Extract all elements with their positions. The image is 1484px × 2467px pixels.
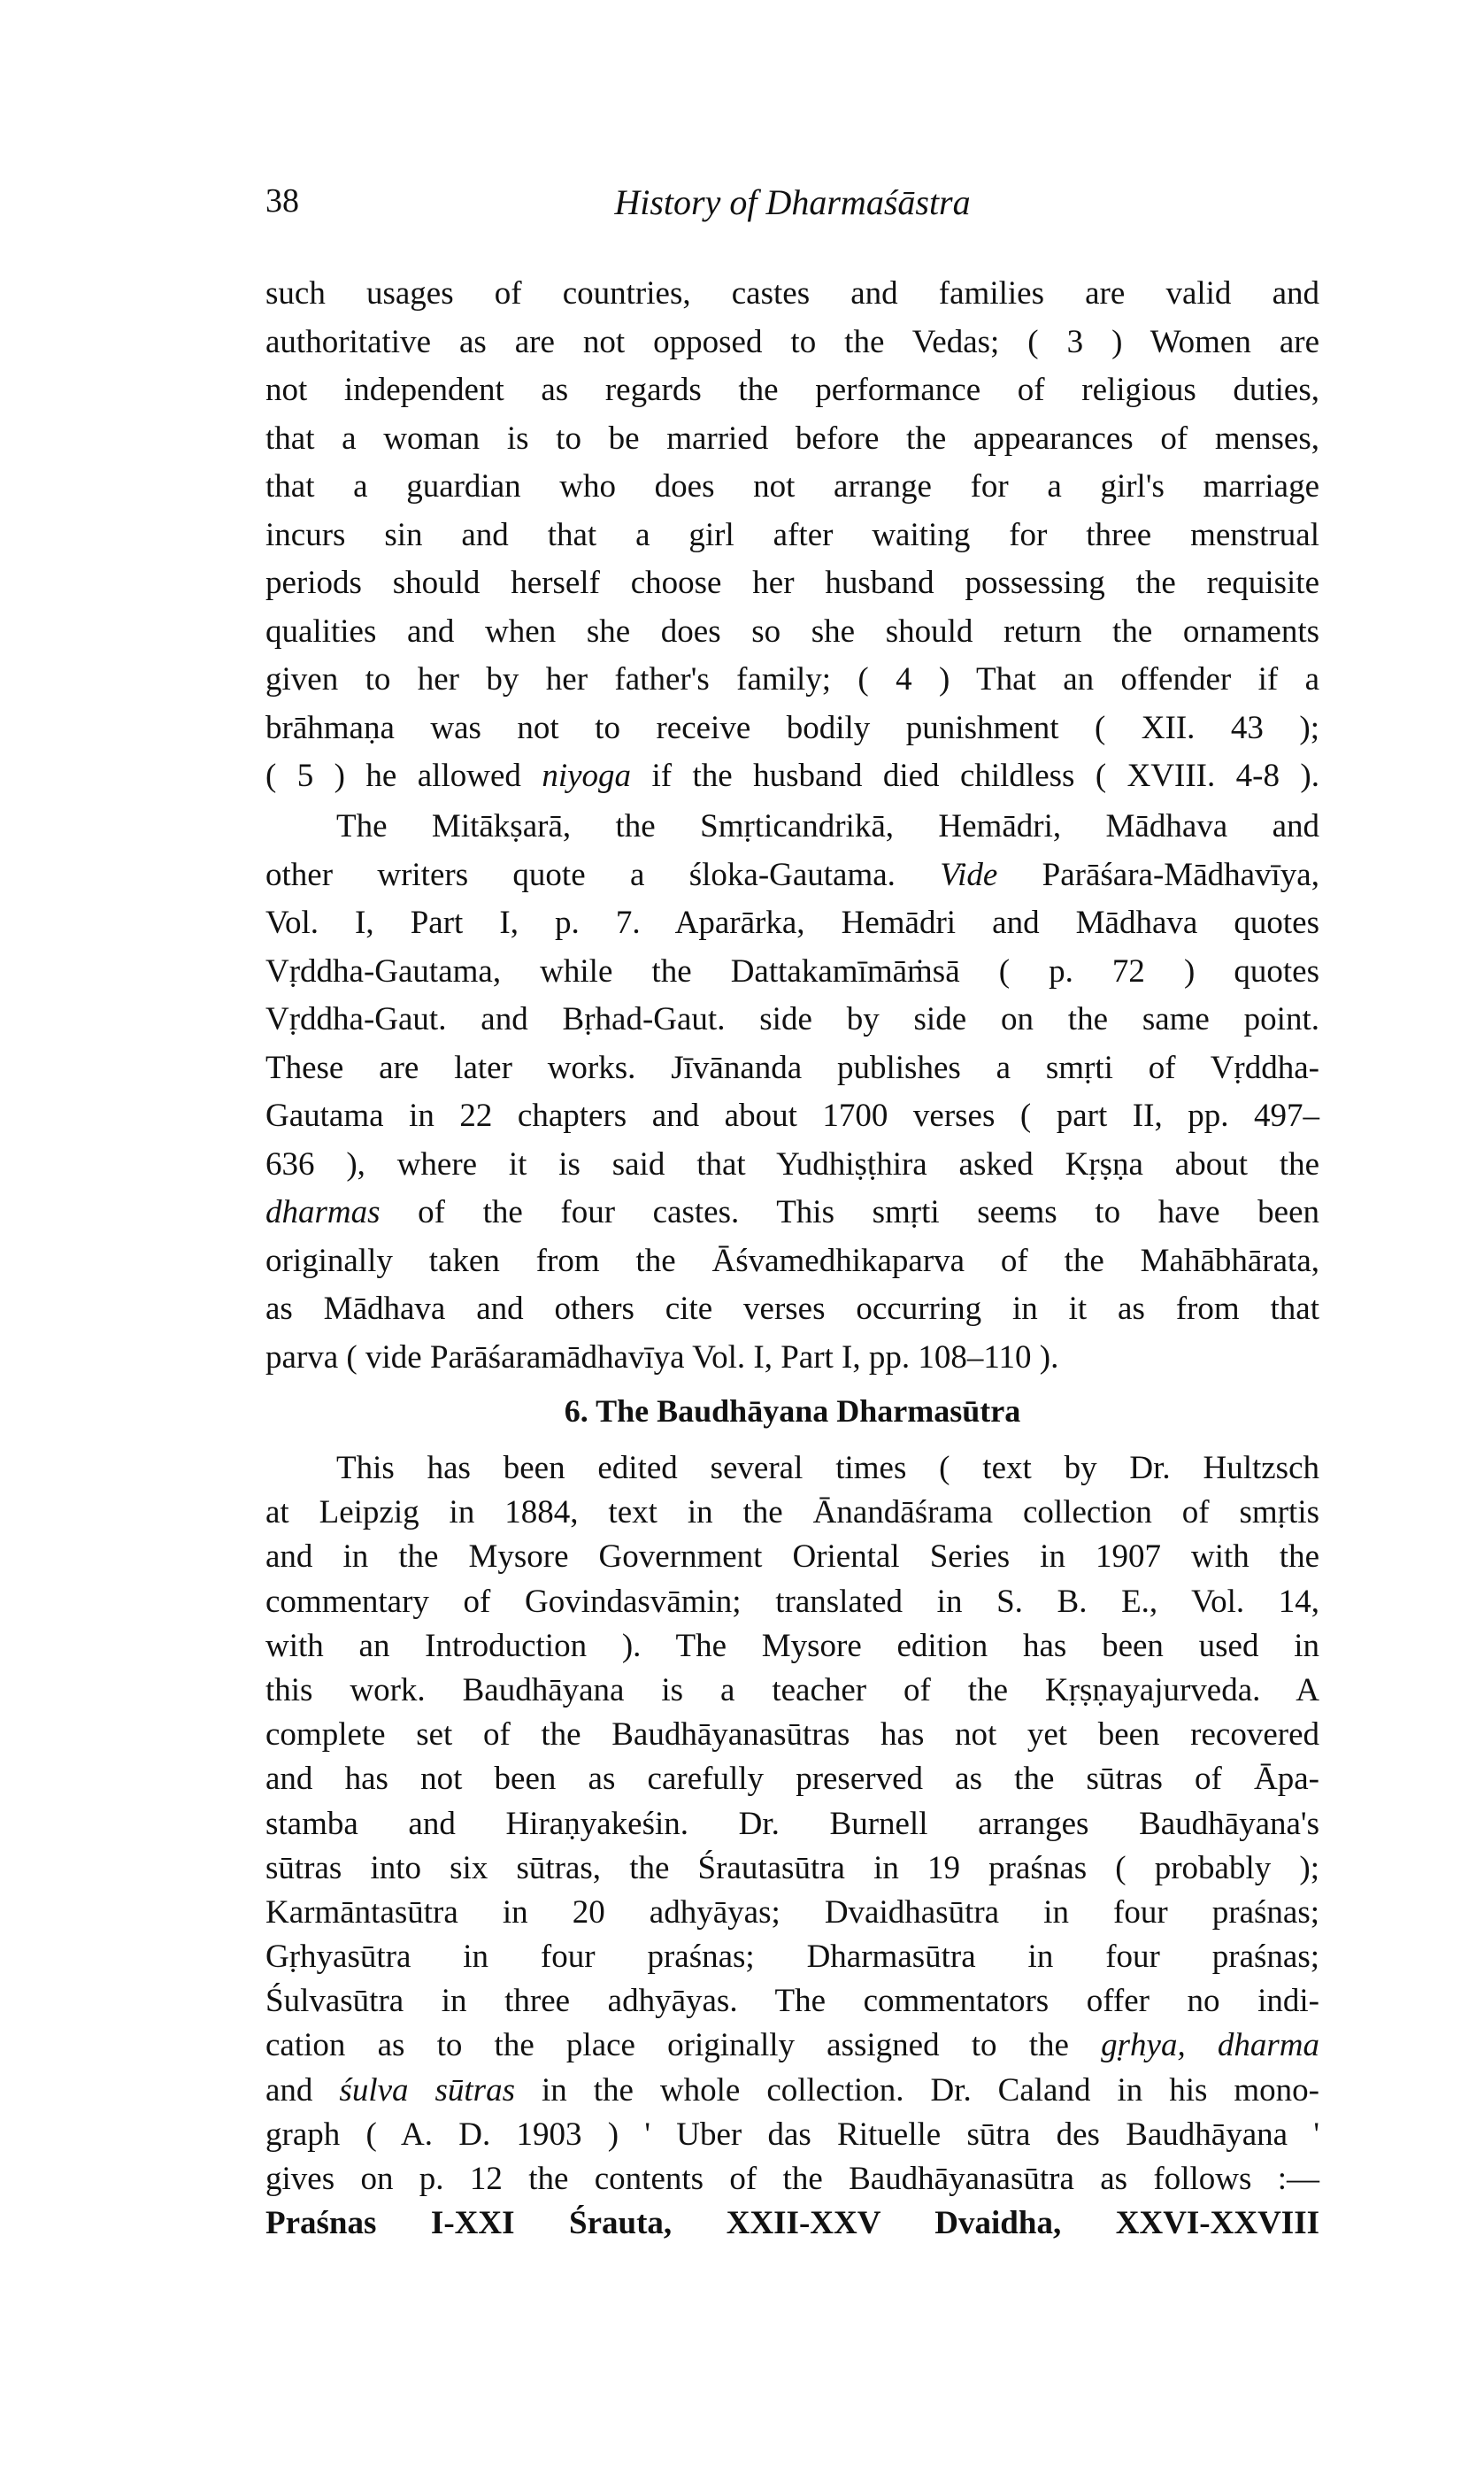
text-line [265,1891,1319,1935]
page-number: 38 [265,182,299,220]
text-line [265,366,1319,415]
text-run: this work. Baudhāyana is a teacher of the Kṛṣṇayajurveda. A [265,1671,1319,1708]
text-line [265,852,1319,900]
text-run: ( 5 ) he allowed [265,758,542,794]
text-line [265,803,1319,852]
text-run: Vṛddha-Gautama, while the Dattakamīmāṁsā ( p. 72 ) quotes [265,952,1319,990]
text-line [265,415,1319,464]
text-run: incurs sin and that a girl after waiting for three menstrual [265,516,1319,553]
text-line [265,1045,1319,1093]
text-run: sūtras into six sūtras, the Śrautasūtra in 19 praśnas ( probably ); [265,1849,1319,1886]
text-line [265,2113,1319,2157]
text-run: in the whole collection. Dr. Caland in his mono- [514,2071,1319,2109]
italic-term: Vide [940,856,998,893]
text-run: that a guardian who does not arrange for a girl's marriage [265,468,1319,505]
text-line [265,1141,1319,1190]
text-line [265,1446,1319,1491]
text-line [265,1979,1319,2024]
text-run: gives on p. 12 the contents of the Baudhāyanasūtra as follows :— [265,2161,1319,2197]
text-run: Vol. I, Part I, p. 7. Aparārka, Hemādri and Mādhava quotes [265,905,1319,941]
text-run: given to her by her father's family; ( 4 ) That an offender if a [265,661,1319,698]
text-run: as Mādhava and others cite verses occurring in it as from that [265,1291,1319,1327]
text-run: and [265,2071,340,2109]
text-run: and in the Mysore Government Oriental Series in 1907 with the [265,1538,1319,1576]
text-run: stamba and Hiraṇyakeśin. Dr. Burnell arranges Baudhāyana's [265,1805,1319,1842]
text-run: if the husband died childless ( XVIII. 4-8 ). [631,758,1319,794]
italic-term: dharmas [265,1194,381,1230]
italic-term: niyoga [542,758,632,794]
paragraph-2 [265,803,1319,1382]
text-run: These are later works. Jīvānanda publishes a smṛti of Vṛddha- [265,1049,1319,1086]
text-line [265,1713,1319,1757]
text-run: Śulvasūtra in three adhyāyas. The commentators offer no indi- [265,1983,1319,2020]
text-line [265,270,1319,319]
text-run: cation as to the place originally assigned to the [265,2027,1102,2064]
italic-term: gṛhya, dharma [1101,2027,1319,2064]
text-run: 636 ), where it is said that Yudhiṣṭhira asked Kṛṣṇa about the [265,1145,1319,1183]
text-run: of the four castes. This smṛti seems to have been [380,1194,1319,1230]
text-run: complete set of the Baudhāyanasūtras has not yet been recovered [265,1716,1319,1754]
text-run: graph ( A. D. 1903 ) ' Uber das Rituelle sūtra des Baudhāyana ' [265,2116,1319,2153]
text-line [265,752,1319,801]
text-line [265,1237,1319,1286]
text-line [265,1285,1319,1334]
text-run: and has not been as carefully preserved as the sūtras of Āpa- [265,1761,1319,1798]
text-run: The Mitākṣarā, the Smṛticandrikā, Hemādri, Mādhava and [336,808,1319,844]
text-line [265,948,1319,997]
text-run: Gautama in 22 chapters and about 1700 verses ( part II, pp. 497– [265,1098,1319,1134]
text-line [265,319,1319,367]
text-line [265,463,1319,512]
text-run: Praśnas I-XXI Śrauta, XXII-XXV Dvaidha, XXVI-XXVIII [265,2205,1319,2242]
text-run: Vṛddha-Gaut. and Bṛhad-Gaut. side by side on the same point. [265,1001,1319,1037]
text-run: brāhmaṇa was not to receive bodily punishment ( XII. 43 ); [265,709,1319,746]
text-line [265,1757,1319,1801]
text-line [265,1624,1319,1669]
paragraph-3 [265,1446,1319,2246]
text-run: not independent as regards the performance of religious duties, [265,372,1319,408]
paragraph-1 [265,270,1319,801]
text-run: that a woman is to be married before the appearances of menses, [265,420,1319,457]
text-run: originally taken from the Āśvamedhikaparva of the Mahābhārata, [265,1242,1319,1279]
text-line [265,2157,1319,2201]
running-title: History of Dharmaśāstra [614,182,971,222]
text-line [265,2201,1319,2246]
text-run: other writers quote a śloka-Gautama. [265,856,941,893]
text-line [265,1334,1319,1383]
text-line [265,1580,1319,1624]
text-line [265,1092,1319,1141]
text-line [265,1491,1319,1535]
text-run: Parāśara-Mādhavīya, [997,856,1319,893]
text-run: Karmāntasūtra in 20 adhyāyas; Dvaidhasūtra in four praśnas; [265,1893,1319,1931]
text-line [265,512,1319,560]
section-heading: 6. The Baudhāyana Dharmasūtra [564,1393,1021,1429]
text-line [265,996,1319,1045]
text-line [265,705,1319,753]
running-header [265,181,1319,235]
text-run: with an Introduction ). The Mysore edition has been used in [265,1627,1319,1664]
text-run: at Leipzig in 1884, text in the Ānandāśrama collection of smṛtis [265,1494,1319,1531]
text-line [265,1669,1319,1713]
text-line [265,1189,1319,1237]
text-run: authoritative as are not opposed to the Vedas; ( 3 ) Women are [265,323,1319,360]
text-line [265,1802,1319,1846]
text-line [265,559,1319,608]
text-line [265,1846,1319,1891]
text-run: commentary of Govindasvāmin; translated in S. B. E., Vol. 14, [265,1583,1319,1620]
text-run: Gṛhyasūtra in four praśnas; Dharmasūtra in four praśnas; [265,1939,1319,1976]
text-run: such usages of countries, castes and families are valid and [265,275,1319,312]
text-run: periods should herself choose her husband possessing the requisite [265,565,1319,601]
italic-term: śulva sūtras [339,2071,515,2109]
text-line [265,1935,1319,1979]
text-line [265,1535,1319,1579]
text-line [265,656,1319,705]
text-line [265,2069,1319,2113]
text-line [265,608,1319,657]
text-run: parva ( vide Parāśaramādhavīya Vol. I, Part I, pp. 108–110 ). [265,1338,1059,1376]
text-run: This has been edited several times ( text by Dr. Hultzsch [336,1450,1319,1486]
text-line [265,2024,1319,2068]
text-run: qualities and when she does so she should return the ornaments [265,613,1319,650]
text-line [265,899,1319,948]
